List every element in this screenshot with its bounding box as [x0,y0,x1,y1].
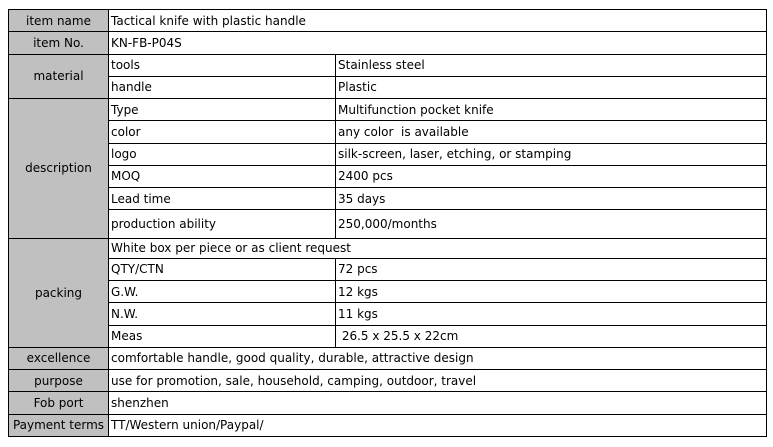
packing-label: packing [9,238,109,347]
packing-key: G.W. [109,281,336,303]
description-key: MOQ [109,165,336,187]
row-packing-qty [9,258,767,280]
row-material-handle [9,76,767,98]
item-name-value: Tactical knife with plastic handle [109,10,767,32]
description-key: logo [109,143,336,165]
description-label: description [9,99,109,239]
row-purpose [9,370,767,392]
row-item-no [9,32,767,54]
row-description-color [9,121,767,143]
packing-key: N.W. [109,303,336,325]
row-fob-port [9,392,767,414]
item-no-label: item No. [9,32,109,54]
material-value: Plastic [336,76,767,98]
payment-terms-value: TT/Western union/Paypal/ [109,414,767,436]
packing-value: 26.5 x 25.5 x 22cm [336,325,767,347]
description-value: silk-screen, laser, etching, or stamping [336,143,767,165]
description-key: production ability [109,210,336,238]
row-excellence [9,347,767,369]
row-packing-meas [9,325,767,347]
description-value: 2400 pcs [336,165,767,187]
packing-key: QTY/CTN [109,258,336,280]
packing-value: 72 pcs [336,258,767,280]
row-payment-terms [9,414,767,436]
excellence-value: comfortable handle, good quality, durable, attractive design [109,347,767,369]
fob-port-value: shenzhen [109,392,767,414]
purpose-value: use for promotion, sale, household, camping, outdoor, travel [109,370,767,392]
row-description-moq [9,165,767,187]
description-value: Multifunction pocket knife [336,99,767,121]
material-value: Stainless steel [336,54,767,76]
packing-note: White box per piece or as client request [109,238,767,258]
product-spec-table [8,9,767,437]
description-value: any color is available [336,121,767,143]
excellence-label: excellence [9,347,109,369]
row-description-type [9,99,767,121]
description-value: 35 days [336,188,767,210]
row-description-lead-time [9,188,767,210]
description-value: 250,000/months [336,210,767,238]
row-material-tools [9,54,767,76]
item-name-label: item name [9,10,109,32]
description-key: color [109,121,336,143]
payment-terms-label: Payment terms [9,414,109,436]
material-label: material [9,54,109,99]
row-packing-nw [9,303,767,325]
row-description-logo [9,143,767,165]
material-key: tools [109,54,336,76]
row-description-production-ability [9,210,767,238]
item-no-value: KN-FB-P04S [109,32,767,54]
purpose-label: purpose [9,370,109,392]
description-key: Lead time [109,188,336,210]
row-item-name [9,10,767,32]
fob-port-label: Fob port [9,392,109,414]
material-key: handle [109,76,336,98]
row-packing-gw [9,281,767,303]
description-key: Type [109,99,336,121]
packing-value: 12 kgs [336,281,767,303]
packing-key: Meas [109,325,336,347]
row-packing-note [9,238,767,258]
packing-value: 11 kgs [336,303,767,325]
